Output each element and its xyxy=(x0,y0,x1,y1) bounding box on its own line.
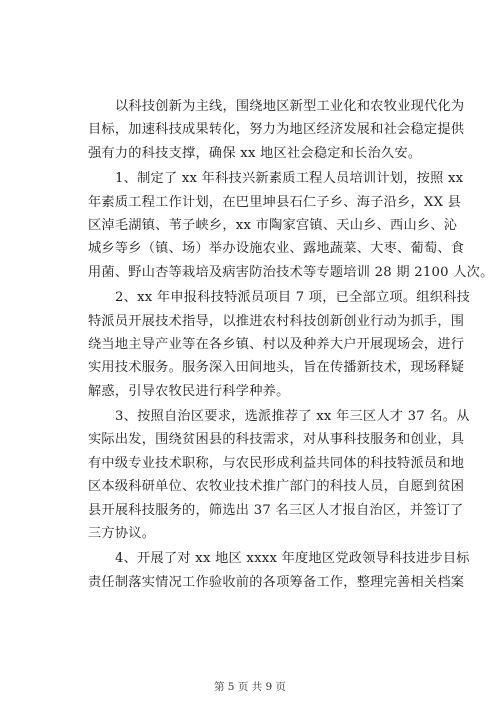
paragraph xyxy=(88,95,465,165)
text-line: 4、开展了对 xx 地区 xxxx 年度地区党政领导科技进步目标 xyxy=(115,551,470,567)
text-line: 年素质工程工作计划，在巴里坤县石仁子乡、海子沿乡，XX 县 xyxy=(88,194,462,210)
text-line: 用菌、野山杏等栽培及病害防治技术等专题培训 28 期 2100 人次。 xyxy=(88,264,494,280)
text-line: 实用技术服务。服务深入田间地头，旨在传播新技术，现场释疑 xyxy=(88,360,465,376)
text-line: 区淖毛湖镇、苇子峡乡，xx 市陶家宫镇、天山乡、西山乡、沁 xyxy=(88,217,458,233)
text-line: 目标，加速科技成果转化，努力为地区经济发展和社会稳定提供 xyxy=(88,122,465,138)
text-line: 责任制落实情况工作验收前的各项筹备工作，整理完善相关档案 xyxy=(88,574,465,590)
document-body xyxy=(88,95,494,596)
paragraph xyxy=(88,286,471,403)
text-line: 有中级专业技术职称，与农民形成利益共同体的科技特派员和地 xyxy=(88,455,465,471)
text-line: 解惑，引导农牧民进行科学种养。 xyxy=(88,383,290,399)
text-line: 3、按照自治区要求，选派推荐了 xx 年三区人才 37 名。从 xyxy=(115,409,470,425)
page-number-label: 第 5 页 共 9 页 xyxy=(213,681,287,693)
text-line: 实际出发，围绕贫困县的科技需求，对从事科技服务和创业，具 xyxy=(88,432,465,448)
text-line: 三方协议。 xyxy=(88,526,156,542)
text-line: 特派员开展技术指导，以推进农村科技创新创业行动为抓手，围 xyxy=(88,313,465,329)
text-line: 绕当地主导产业等在各乡镇、村以及种养大户开展现场会，进行 xyxy=(88,336,465,352)
text-line: 2、xx 年申报科技特派员项目 7 项，已全部立项。组织科技 xyxy=(115,290,471,306)
paragraph xyxy=(88,405,470,545)
text-line: 以科技创新为主线，围绕地区新型工业化和农牧业现代化为 xyxy=(115,99,465,114)
text-line: 1、制定了 xx 年科技兴新素质工程人员培训计划，按照 xx xyxy=(115,171,464,187)
paragraph xyxy=(88,167,494,284)
paragraph xyxy=(88,547,470,594)
text-line: 强有力的科技支撑，确保 xx 地区社会稳定和长治久安。 xyxy=(88,145,422,161)
text-line: 县开展科技服务的，筛选出 37 名三区人才报自治区，并签订了 xyxy=(88,502,464,518)
text-line: 城乡等乡（镇、场）举办设施农业、露地蔬菜、大枣、葡萄、食 xyxy=(88,241,465,257)
text-line: 区本级科研单位、农牧业技术推广部门的科技人员，自愿到贫困 xyxy=(88,479,465,495)
page-footer xyxy=(0,679,500,694)
